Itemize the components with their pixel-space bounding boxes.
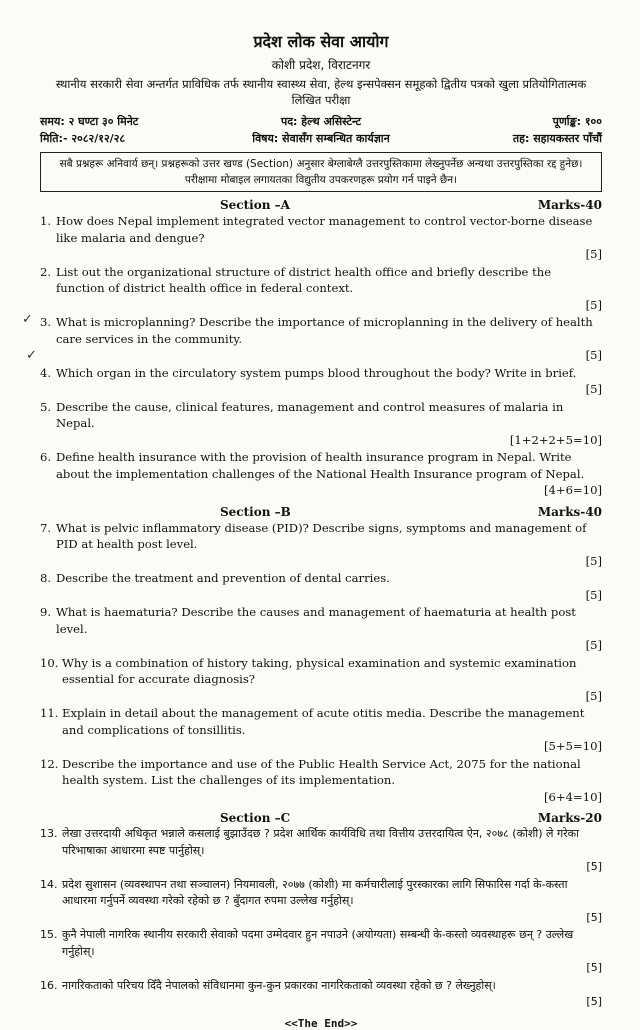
question-marks: [5+5=10] <box>544 739 602 753</box>
question-item <box>40 449 602 499</box>
question-number: 5. <box>40 399 52 414</box>
question-number: 1. <box>40 214 52 228</box>
question-number: 6. <box>40 450 52 464</box>
question-item <box>40 978 602 1011</box>
question-body <box>62 978 602 1011</box>
question-number: 11. <box>40 706 59 720</box>
exam-meta-row-2 <box>40 131 602 146</box>
question-body <box>56 520 602 570</box>
question-text: How does Nepal implement integrated vector management to control vector-borne disease like malaria and dengue? <box>56 214 593 245</box>
question-marks: [5] <box>586 860 602 873</box>
question-text: Explain in detail about the management of acute otitis media. Describe the management and complications of tonsillitis. <box>62 706 585 737</box>
question-marks: [5] <box>585 638 602 652</box>
question-text: What is pelvic inflammatory disease (PID)? Describe signs, symptoms and management of PID at health post level. <box>56 520 587 551</box>
question-item <box>40 604 602 654</box>
exam-time: समय: २ घण्टा ३० मिनेट <box>40 115 139 128</box>
question-number: 4. <box>40 365 52 380</box>
commission-title: प्रदेश लोक सेवा आयोग <box>253 32 389 51</box>
question-marks: [5] <box>585 348 602 362</box>
question-item <box>40 213 602 263</box>
question-body <box>62 826 602 876</box>
section-c-heading <box>40 811 602 825</box>
section-name: Section –C <box>220 811 291 825</box>
question-body <box>62 877 602 927</box>
question-marks: [5] <box>585 587 602 602</box>
question-number: 2. <box>40 264 52 279</box>
question-body <box>56 213 602 263</box>
question-marks: [5] <box>585 688 602 703</box>
exam-subject: विषय: सेवासँग सम्बन्धित कार्यज्ञान <box>252 132 390 145</box>
question-item <box>40 314 602 364</box>
question-item <box>40 927 602 977</box>
question-number: 15. <box>40 928 58 941</box>
question-item <box>40 705 602 755</box>
question-marks: [5] <box>586 910 602 924</box>
question-text: Why is a combination of history taking, physical examination and systemic examination essential for accurate diagnosis? <box>62 655 577 686</box>
question-body <box>62 756 602 806</box>
question-item <box>40 826 602 876</box>
question-marks: [5] <box>586 961 602 974</box>
exam-date: मिति:- २०८२/१२/२८ <box>40 132 126 145</box>
question-body <box>62 705 602 755</box>
question-number: 16. <box>40 978 58 992</box>
question-body <box>56 449 602 499</box>
question-body <box>56 314 602 364</box>
pen-tick-mark: ✓ <box>22 312 33 327</box>
section-marks: Marks-20 <box>537 811 602 825</box>
question-text: प्रदेश सुशासन (व्यवस्थापन तथा सञ्चालन) नियमावली, २०७७ (कोशी) मा कर्मचारीलाई पुरस्कारका लागि सिफारिस गर्दा के-कस्ता आधारमा गर्नुपर्ने व्यवस्था गरेको रहेको छ ? बुँदागत रुपमा उल्लेख गर्नुहोस्। <box>62 877 568 907</box>
exam-description: स्थानीय सरकारी सेवा अन्तर्गत प्राविधिक तर्फ स्थानीय स्वास्थ्य सेवा, हेल्थ इन्सपेक्सन समूहको द्वितीय पत्रको खुला प्रतियोगितात्मक लिखित परीक्षा <box>55 77 587 107</box>
question-text: लेखा उत्तरदायी अधिकृत भन्नाले कसलाई बुझाउँदछ ? प्रदेश आर्थिक कार्यविधि तथा वित्तीय उत्तरदायित्व ऐन, २०७८ (कोशी) ले गरेका परिभाषाका आधारमा स्पष्ट पार्नुहोस्। <box>62 827 579 857</box>
question-marks: [5] <box>585 297 602 312</box>
question-text: Which organ in the circulatory system pumps blood throughout the body? Write in brief. <box>56 365 577 380</box>
question-number: 10. <box>40 655 59 670</box>
question-number: 13. <box>40 827 58 840</box>
exam-meta-row-1 <box>40 114 602 129</box>
question-text: Define health insurance with the provision of health insurance program in Nepal. Write about the implementation challenges of the National Health Insurance program of Nepal. <box>56 450 585 481</box>
question-number: 9. <box>40 605 52 619</box>
pen-tick-mark: ✓ <box>26 348 37 363</box>
instructions-box: सबै प्रश्नहरू अनिवार्य छन्। प्रश्नहरूको उत्तर खण्ड (Section) अनुसार बेग्लाबेग्लै उत्तरपुस्तिकामा लेख्नुपर्नेछ अन्यथा उत्तरपुस्तिका रद्द हुनेछ। परीक्षामा मोबाइल लगायतका विद्युतीय उपकरणहरू प्रयोग गर्न पाइने छैन। <box>40 152 602 192</box>
question-number: 8. <box>40 571 52 585</box>
question-body <box>62 655 602 705</box>
question-marks: [1+2+2+5=10] <box>509 432 602 447</box>
question-body <box>56 264 602 314</box>
question-body <box>56 365 602 398</box>
question-number: 7. <box>40 520 52 535</box>
end-marker: <<The End>> <box>284 1016 358 1030</box>
exam-post: पद: हेल्थ असिस्टेन्ट <box>280 115 361 128</box>
section-b-heading <box>40 505 602 519</box>
question-body <box>56 604 602 654</box>
section-a-heading <box>40 198 602 212</box>
question-marks: [5] <box>585 553 602 568</box>
question-body <box>56 570 602 603</box>
question-number: 3. <box>40 315 52 329</box>
question-item <box>40 655 602 705</box>
question-item <box>40 399 602 449</box>
section-name: Section –A <box>220 198 290 212</box>
question-text: List out the organizational structure of district health office and briefly describe the function of district health office in federal context. <box>56 264 552 295</box>
question-text: नागरिकताको परिचय दिँदै नेपालको संविधानमा कुन-कुन प्रकारका नागरिकताको व्यवस्था रहेको छ ? लेख्नुहोस्। <box>62 978 496 992</box>
question-body <box>56 399 602 449</box>
province-subtitle: कोशी प्रदेश, विराटनगर <box>271 58 371 72</box>
question-text: Describe the cause, clinical features, management and control measures of malaria in Nepal. <box>56 399 564 430</box>
question-item <box>40 365 602 398</box>
exam-level: तह: सहायकस्तर पाँचौं <box>512 132 602 145</box>
question-text: Describe the importance and use of the Public Health Service Act, 2075 for the national health system. List the challenges of its implementation. <box>62 756 581 787</box>
question-text: Describe the treatment and prevention of dental carries. <box>56 571 390 585</box>
section-name: Section –B <box>220 504 291 519</box>
question-marks: [5] <box>586 995 602 1008</box>
question-item <box>40 570 602 603</box>
question-text: What is haematuria? Describe the causes and management of haematuria at health post level. <box>56 605 576 636</box>
question-marks: [5] <box>585 382 602 396</box>
question-marks: [6+4=10] <box>544 789 602 804</box>
question-item <box>40 877 602 927</box>
question-text: कुनै नेपाली नागरिक स्थानीय सरकारी सेवाको पदमा उम्मेदवार हुन नपाउने (अयोग्यता) सम्बन्धी के-कस्तो व्यवस्थाहरू छन् ? उल्लेख गर्नुहोस्। <box>62 928 574 958</box>
question-text: What is microplanning? Describe the importance of microplanning in the delivery of health care services in the community. <box>56 315 593 346</box>
question-marks: [5] <box>585 247 602 261</box>
question-number: 14. <box>40 877 58 891</box>
section-marks: Marks-40 <box>537 504 602 519</box>
section-marks: Marks-40 <box>537 198 602 212</box>
full-marks: पूर्णाङ्क: १०० <box>552 115 602 128</box>
question-item <box>40 264 602 314</box>
question-item <box>40 756 602 806</box>
question-number: 12. <box>40 756 59 771</box>
question-body <box>62 927 602 977</box>
question-item <box>40 520 602 570</box>
header <box>40 30 602 108</box>
question-marks: [4+6=10] <box>544 483 602 497</box>
